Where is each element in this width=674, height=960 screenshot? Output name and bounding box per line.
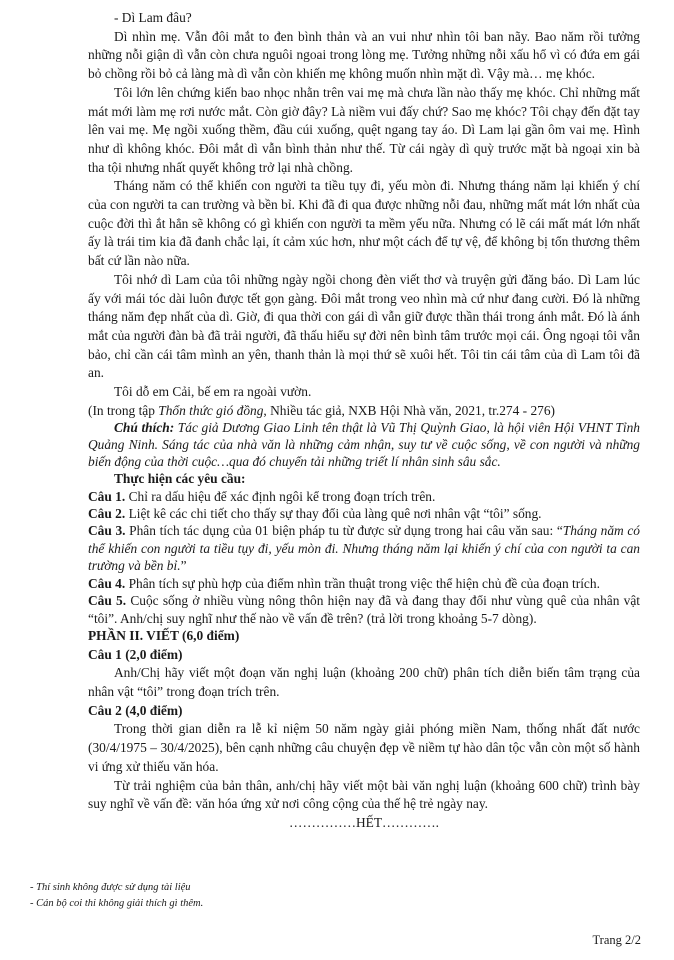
source-prefix: (In trong tập [88, 402, 159, 418]
note-label: Chú thích: [114, 420, 175, 436]
questions-heading: Thực hiện các yêu cầu: [114, 471, 246, 487]
passage-dialogue-line: - Dì Lam đâu? [114, 10, 192, 25]
passage-paragraph: Tôi nhớ dì Lam của tôi những ngày ngồi chong đèn viết thơ và truyện gửi đăng báo. Dì Lam lúc ấy với mái tóc dài luôn được tết gọn gàng. Đôi mắt trong veo nhìn mà cứ như đang cười. Đó là những tháng năm đẹp nhất của dì. Giờ, đi qua thời con gái dì vẫn giữ được thần thái trong ánh mắt. Đó là ánh mắt của người đàn bà đã trải người, đã thấu hiểu sự đời nên bình tâm trước mọi cái. Ông ngoại tôi vẫn bảo, chỉ cần cái tâm mình an yên, thanh thản là mọi thứ sẽ xuôi hết. Tôi tin cái tâm của dì Lam tôi đã an. [88, 271, 640, 381]
end-marker: ……………HẾT…………. [289, 814, 439, 830]
footnotes [30, 880, 430, 912]
note-text: Tác giả Dương Giao Linh tên thật là Vũ Thị Quỳnh Giao, là hội viên Hội VHNT Tỉnh Quảng Ninh. Sáng tác của nhà văn là những cảm nhận, suy tư về cuộc sống, về con người và những biến động của thời cuộc…qua đó chuyển tải những triết lí nhân sinh sâu sắc. [88, 420, 640, 469]
question-text: Chỉ ra dấu hiệu để xác định ngôi kể trong đoạn trích trên. [125, 488, 436, 504]
passage-paragraph: Tháng năm có thể khiến con người ta tiều tụy đi, yếu mòn đi. Nhưng tháng năm lại khiến ý chí của con người ta can trường và bền bỉ. Khi đã đi qua được những nỗi đau, những mất mát lớn nhất của cuộc đời thì ắt hẳn sẽ không có gì khiến con người ta mềm yếu nữa. Nhưng có lẽ cái mất mát lớn nhất ấy là trái tim kia đã đanh chắc lại, ít cảm xúc hơn, như một cách để tự vệ, để không bị tổn thương thêm bất cứ lần nào nữa. [88, 178, 640, 269]
question-label: Câu 2. [88, 506, 126, 522]
question-1 [88, 488, 640, 505]
question-text: Phân tích sự phù hợp của điểm nhìn trần thuật trong việc thể hiện chủ đề của đoạn trích. [125, 575, 600, 591]
question-2 [88, 505, 640, 522]
writing-q2-text: Từ trải nghiệm của bản thân, anh/chị hãy viết một bài văn nghị luận (khoảng 600 chữ) trình bày suy nghĩ về vấn đề: văn hóa ứng xử nơi công cộng của thế hệ trẻ ngày nay. [88, 777, 640, 812]
main-content [88, 9, 640, 833]
source-citation [88, 402, 640, 421]
writing-q1-title: Câu 1 (2,0 điểm) [88, 646, 183, 662]
question-text: Phân tích tác dụng của 01 biện pháp tu từ được sử dụng trong hai câu văn sau: “ [125, 523, 563, 539]
question-4 [88, 575, 640, 592]
footnote: - Cán bộ coi thi không giải thích gì thêm. [30, 898, 204, 909]
question-label: Câu 4. [88, 575, 126, 591]
reading-questions [88, 470, 640, 627]
writing-q2-title: Câu 2 (4,0 điểm) [88, 702, 183, 718]
page-number: Trang 2/2 [592, 933, 641, 947]
writing-q2-text: Trong thời gian diễn ra lễ kỉ niệm 50 năm ngày giải phóng miền Nam, thống nhất đất nước (30/4/1975 – 30/4/2025), bên cạnh những câu chuyện đẹp về niềm tự hào dân tộc vẫn còn một số hành vi ứng xử thiếu văn hóa. [88, 721, 640, 774]
passage-paragraph: Dì nhìn mẹ. Vẫn đôi mắt to đen bình thản và an vui như nhìn tôi ban nãy. Bao năm rồi tưởng những nỗi giận dì vẫn còn chưa nguôi ngoai trong lòng mẹ. Tưởng những nỗi xấu hổ vì có đứa em gái bỏ chồng rồi bỏ cả làng mà dì vẫn còn khiến mẹ không muốn nhìn mặt dì. Vậy mà… mẹ khóc. [88, 28, 640, 82]
question-5 [88, 592, 640, 627]
author-note [88, 420, 640, 470]
writing-heading: PHẦN II. VIẾT (6,0 điểm) [88, 627, 240, 643]
question-label: Câu 1. [88, 488, 126, 504]
source-book-title: Thổn thức gió đồng [158, 402, 264, 418]
writing-q1-text: Anh/Chị hãy viết một đoạn văn nghị luận (khoảng 200 chữ) phân tích diễn biến tâm trạng của nhân vật “tôi” trong đoạn trích trên. [88, 665, 640, 700]
question-label: Câu 5. [88, 593, 127, 609]
writing-section [88, 627, 640, 833]
question-3 [88, 522, 640, 574]
question-quote-close: ” [180, 558, 187, 574]
footnote: - Thí sinh không được sử dụng tài liệu [30, 882, 191, 893]
passage-paragraph: Tôi dỗ em Cải, bế em ra ngoài vườn. [114, 384, 312, 400]
passage-paragraph: Tôi lớn lên chứng kiến bao nhọc nhằn trên vai mẹ mà chưa lần nào thấy mẹ khóc. Chỉ những mất mát mới làm mẹ rơi nước mắt. Còn giờ đây? Là niềm vui đấy chứ? Sao mẹ khóc? Tôi chạy đến đặt tay lên vai mẹ. Mẹ ngồi xuống thềm, đầu cúi xuống, quệt ngang tay áo. Dì Lam lại gần ôm vai mẹ. Hình như dì không khóc. Đôi mắt dì vẫn bình thản như thế. Từ cái ngày dì quỳ trước mặt bà ngoại xin bà tha tội nhưng nhất quyết không trở lại nhà chồng. [88, 84, 640, 175]
source-details: , Nhiều tác giả, NXB Hội Nhà văn, 2021, tr.274 - 276) [263, 402, 555, 418]
question-text: Cuộc sống ở nhiều vùng nông thôn hiện nay đã và đang thay đổi như vùng quê của nhân vật “tôi”. Anh/chị suy nghĩ như thế nào về vấn đề trên? (trả lời trong khoảng 5-7 dòng). [88, 593, 640, 626]
question-label: Câu 3. [88, 523, 126, 539]
question-quote: Tháng năm có thể khiến con người ta tiều tụy đi, yếu mòn đi. Nhưng tháng năm lại khiến ý chí của con người ta can trường và bền bỉ. [88, 523, 641, 574]
reading-passage [88, 9, 640, 470]
question-text: Liệt kê các chi tiết cho thấy sự thay đổi của làng quê nơi nhân vật “tôi” sống. [125, 506, 542, 522]
